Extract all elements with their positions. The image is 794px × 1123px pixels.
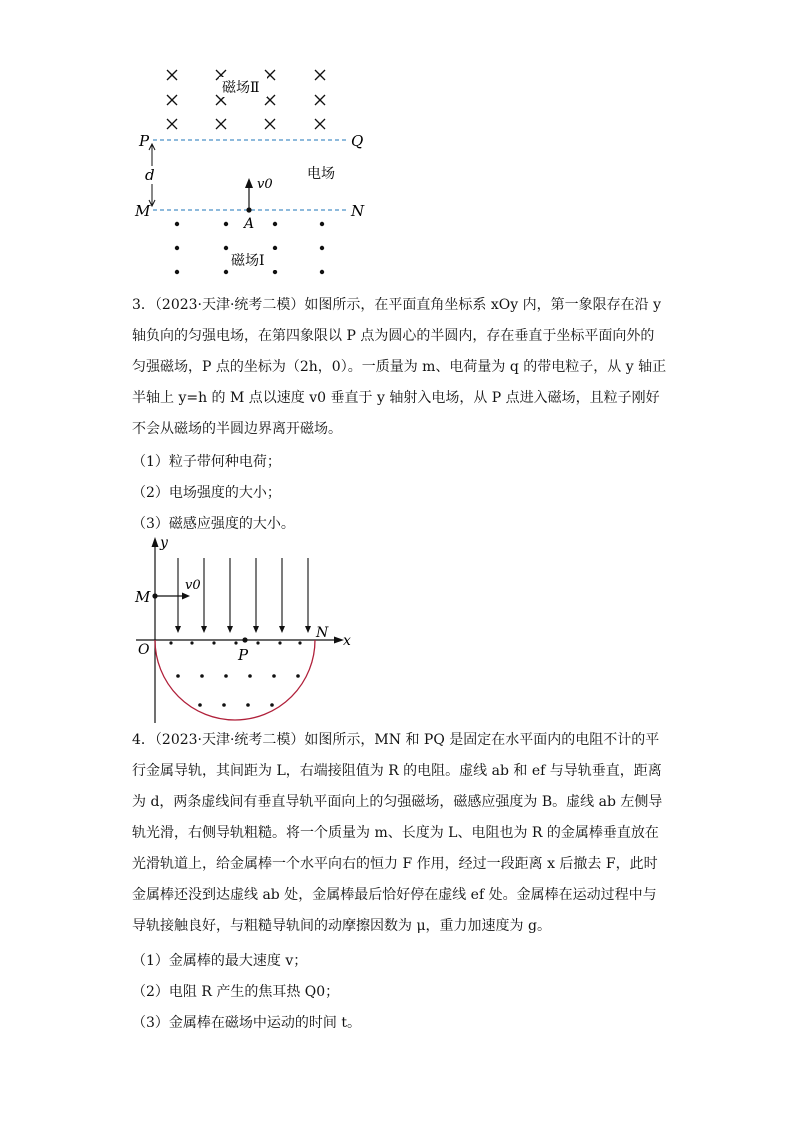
- field-arrow: [227, 558, 233, 633]
- dot-mark: [198, 703, 202, 707]
- cross-mark: [265, 119, 275, 129]
- label-M: M: [135, 202, 151, 220]
- label-x: x: [343, 633, 351, 649]
- figure-fields-diagram: [125, 60, 385, 285]
- dot-mark: [224, 246, 228, 250]
- figure-coordinate-diagram: [128, 533, 368, 728]
- question-4-sub-3: （3）金属棒在磁场中运动的时间 t。: [132, 1015, 361, 1031]
- y-axis: [152, 537, 159, 723]
- dot-mark: [270, 703, 274, 707]
- dot-mark: [246, 703, 250, 707]
- dot-mark: [256, 641, 259, 644]
- magnetic-field-dots: [169, 641, 301, 706]
- field-arrow: [253, 558, 259, 633]
- question-3-sub-2: （2）电场强度的大小；: [132, 485, 281, 501]
- dot-mark: [296, 674, 300, 678]
- magnetic-field-semicircle: [155, 640, 315, 720]
- label-v0: v0: [185, 578, 201, 593]
- cross-mark: [216, 119, 226, 129]
- question-4-text: 4．（2023·天津·统考二模）如图所示，MN 和 PQ 是固定在水平面内的电阻不计的平行金属导轨，其间距为 L，右端接阻值为 R 的电阻。虚线 ab 和 ef 与导轨垂直，距离为 d，两条虚线间有垂直导轨平面向上的匀强磁场，磁感应强度为 B。虚线 ab 左侧导轨光滑，右侧导轨粗糙。将一个质量为 m、长度为 L、电阻也为 R 的金属棒垂直放在光滑轨道上，给金属棒一个水平向右的恒力 F 作用，经过一段距离 x 后撤去 F，此时金属棒还没到达虚线 ab 处，金属棒最后恰好停在虚线 ef 处。金属棒在运动过程中与导轨接触良好，与粗糙导轨间的动摩擦因数为 μ，重力加速度为 g。: [132, 732, 663, 934]
- dot-mark: [320, 222, 324, 226]
- dot-mark: [175, 270, 179, 274]
- dot-mark: [175, 246, 179, 250]
- electric-field-label: 电场: [307, 166, 335, 182]
- question-4-sub-2: （2）电阻 R 产生的焦耳热 Q0；: [132, 984, 340, 1000]
- question-3-sub-1: （1）粒子带何种电荷；: [132, 454, 281, 470]
- label-y: y: [160, 535, 168, 551]
- dot-mark: [272, 674, 276, 678]
- label-P: P: [238, 646, 249, 664]
- dot-mark: [248, 674, 252, 678]
- question-3-sub-3: （3）磁感应强度的大小。: [132, 516, 295, 532]
- dot-mark: [278, 641, 281, 644]
- dot-mark: [320, 270, 324, 274]
- dot-mark: [175, 222, 179, 226]
- cross-mark: [167, 95, 177, 105]
- cross-mark: [315, 70, 325, 80]
- label-d: d: [145, 166, 155, 184]
- dot-mark: [273, 246, 277, 250]
- field-1-label: 磁场Ⅰ: [231, 253, 265, 269]
- x-axis: [136, 637, 344, 644]
- dot-mark: [273, 270, 277, 274]
- field-arrow: [201, 558, 207, 633]
- label-A: A: [244, 216, 255, 232]
- dot-mark: [298, 641, 301, 644]
- label-N: N: [351, 202, 365, 220]
- dot-mark: [176, 674, 180, 678]
- label-Q: Q: [351, 132, 364, 150]
- cross-mark: [167, 119, 177, 129]
- label-N: N: [316, 625, 329, 641]
- dot-mark: [224, 270, 228, 274]
- field-arrow: [305, 558, 311, 633]
- dot-mark: [273, 222, 277, 226]
- initial-velocity-arrow: [155, 593, 190, 600]
- dot-mark: [169, 641, 172, 644]
- dot-mark: [222, 703, 226, 707]
- dot-mark: [224, 674, 228, 678]
- label-O: O: [138, 642, 150, 658]
- question-3-text: 3．（2023·天津·统考二模）如图所示，在平面直角坐标系 xOy 内，第一象限存在沿 y 轴负向的匀强电场，在第四象限以 P 点为圆心的半圆内，存在垂直于坐标平面向外的匀强磁场，P 点的坐标为（2h，0）。一质量为 m、电荷量为 q 的带电粒子，从 y 轴正半轴上 y=h 的 M 点以速度 v0 垂直于 y 轴射入电场，从 P 点进入磁场，且粒子刚好不会从磁场的半圆边界离开磁场。: [132, 297, 667, 437]
- point-P: [242, 637, 247, 642]
- label-v0: v0: [257, 177, 273, 192]
- field-arrow: [279, 558, 285, 633]
- cross-mark: [315, 119, 325, 129]
- dot-mark: [200, 674, 204, 678]
- dot-mark: [234, 641, 237, 644]
- label-P: P: [139, 132, 150, 150]
- dot-mark: [320, 246, 324, 250]
- field-2-label: 磁场Ⅱ: [222, 80, 260, 96]
- cross-mark: [315, 95, 325, 105]
- velocity-arrow: [245, 178, 253, 210]
- question-4-sub-1: （1）金属棒的最大速度 v；: [132, 953, 308, 969]
- label-M: M: [135, 588, 151, 606]
- cross-mark: [167, 70, 177, 80]
- dot-mark: [224, 222, 228, 226]
- electric-field-arrows: [175, 558, 311, 633]
- point-A: [246, 207, 251, 212]
- dot-mark: [190, 641, 193, 644]
- dot-mark: [212, 641, 215, 644]
